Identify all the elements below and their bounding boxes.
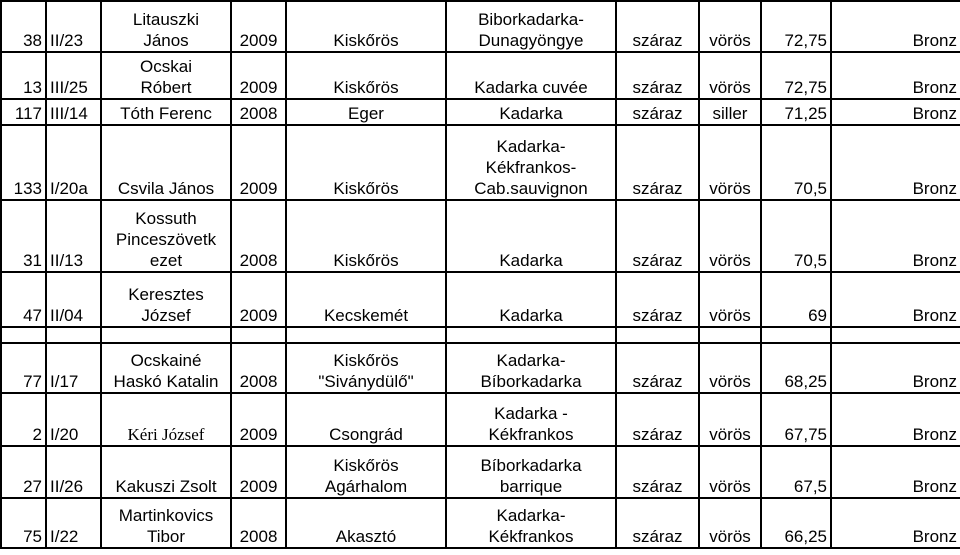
code: II/26 — [46, 446, 101, 498]
entry-number: 47 — [1, 272, 46, 327]
score: 69 — [761, 272, 831, 327]
spacer-cell — [1, 327, 46, 343]
sweetness: száraz — [616, 343, 699, 393]
code: I/22 — [46, 498, 101, 548]
score: 71,25 — [761, 99, 831, 125]
sweetness: száraz — [616, 1, 699, 52]
entry-number: 2 — [1, 393, 46, 446]
entry-number: 13 — [1, 52, 46, 99]
sweetness: száraz — [616, 125, 699, 200]
code: I/20a — [46, 125, 101, 200]
table-row — [1, 52, 960, 99]
spacer-cell — [446, 327, 616, 343]
table-row — [1, 343, 960, 393]
code: II/04 — [46, 272, 101, 327]
spacer-cell — [761, 327, 831, 343]
location: Kiskőrös — [286, 200, 446, 272]
location: Kiskőrös Agárhalom — [286, 446, 446, 498]
color: vörös — [699, 125, 761, 200]
location: Kecskemét — [286, 272, 446, 327]
code: III/14 — [46, 99, 101, 125]
color: siller — [699, 99, 761, 125]
score: 68,25 — [761, 343, 831, 393]
sweetness: száraz — [616, 393, 699, 446]
color: vörös — [699, 446, 761, 498]
sweetness: száraz — [616, 272, 699, 327]
score: 67,75 — [761, 393, 831, 446]
vintage: 2008 — [231, 498, 286, 548]
wine-name: Kadarka — [446, 99, 616, 125]
wine-name: Kadarka- Kékfrankos- Cab.sauvignon — [446, 125, 616, 200]
code: I/17 — [46, 343, 101, 393]
wine-name: Kadarka- Kékfrankos — [446, 498, 616, 548]
vintage: 2009 — [231, 125, 286, 200]
location: Kiskőrös — [286, 52, 446, 99]
medal: Bronz — [831, 446, 960, 498]
location: Kiskőrös "Siványdülő" — [286, 343, 446, 393]
spacer-cell — [46, 327, 101, 343]
spacer-cell — [286, 327, 446, 343]
location: Eger — [286, 99, 446, 125]
wine-name: Kadarka — [446, 200, 616, 272]
vintage: 2009 — [231, 1, 286, 52]
vintage: 2008 — [231, 200, 286, 272]
producer: Tóth Ferenc — [101, 99, 231, 125]
spacer-cell — [831, 327, 960, 343]
location: Kiskőrös — [286, 125, 446, 200]
code: II/13 — [46, 200, 101, 272]
score: 70,5 — [761, 125, 831, 200]
color: vörös — [699, 343, 761, 393]
wine-name: Kadarka — [446, 272, 616, 327]
spacer-row — [1, 327, 960, 343]
score: 66,25 — [761, 498, 831, 548]
location: Kiskőrös — [286, 1, 446, 52]
wine-name: Kadarka - Kékfrankos — [446, 393, 616, 446]
sweetness: száraz — [616, 446, 699, 498]
score: 72,75 — [761, 1, 831, 52]
producer: Litauszki János — [101, 1, 231, 52]
score: 70,5 — [761, 200, 831, 272]
location: Csongrád — [286, 393, 446, 446]
medal: Bronz — [831, 99, 960, 125]
entry-number: 133 — [1, 125, 46, 200]
vintage: 2009 — [231, 393, 286, 446]
producer: Ocskainé Haskó Katalin — [101, 343, 231, 393]
wine-name: Kadarka cuvée — [446, 52, 616, 99]
producer: Kossuth Pinceszövetk ezet — [101, 200, 231, 272]
entry-number: 38 — [1, 1, 46, 52]
sweetness: száraz — [616, 52, 699, 99]
producer: Ocskai Róbert — [101, 52, 231, 99]
entry-number: 77 — [1, 343, 46, 393]
medal: Bronz — [831, 52, 960, 99]
entry-number: 31 — [1, 200, 46, 272]
medal: Bronz — [831, 393, 960, 446]
table-row — [1, 125, 960, 200]
medal: Bronz — [831, 272, 960, 327]
code: II/23 — [46, 1, 101, 52]
color: vörös — [699, 393, 761, 446]
vintage: 2009 — [231, 446, 286, 498]
table-row — [1, 446, 960, 498]
medal: Bronz — [831, 125, 960, 200]
table-row — [1, 393, 960, 446]
color: vörös — [699, 1, 761, 52]
producer: Martinkovics Tibor — [101, 498, 231, 548]
producer: Keresztes József — [101, 272, 231, 327]
table-row — [1, 498, 960, 548]
sweetness: száraz — [616, 99, 699, 125]
sweetness: száraz — [616, 498, 699, 548]
table-row — [1, 99, 960, 125]
color: vörös — [699, 272, 761, 327]
spacer-cell — [616, 327, 699, 343]
color: vörös — [699, 200, 761, 272]
code: I/20 — [46, 393, 101, 446]
entry-number: 27 — [1, 446, 46, 498]
spacer-cell — [231, 327, 286, 343]
producer: Kéri József — [101, 393, 231, 446]
color: vörös — [699, 498, 761, 548]
vintage: 2008 — [231, 99, 286, 125]
wine-name: Bíborkadarka barrique — [446, 446, 616, 498]
spacer-cell — [699, 327, 761, 343]
entry-number: 75 — [1, 498, 46, 548]
table-row — [1, 1, 960, 52]
producer: Csvila János — [101, 125, 231, 200]
wine-name: Biborkadarka- Dunagyöngye — [446, 1, 616, 52]
wine-name: Kadarka- Bíborkadarka — [446, 343, 616, 393]
location: Akasztó — [286, 498, 446, 548]
medal: Bronz — [831, 1, 960, 52]
code: III/25 — [46, 52, 101, 99]
table-row — [1, 272, 960, 327]
vintage: 2009 — [231, 52, 286, 99]
spacer-cell — [101, 327, 231, 343]
vintage: 2009 — [231, 272, 286, 327]
color: vörös — [699, 52, 761, 99]
medal: Bronz — [831, 498, 960, 548]
medal: Bronz — [831, 200, 960, 272]
table-row — [1, 200, 960, 272]
score: 67,5 — [761, 446, 831, 498]
producer: Kakuszi Zsolt — [101, 446, 231, 498]
medal: Bronz — [831, 343, 960, 393]
score: 72,75 — [761, 52, 831, 99]
vintage: 2008 — [231, 343, 286, 393]
sweetness: száraz — [616, 200, 699, 272]
entry-number: 117 — [1, 99, 46, 125]
